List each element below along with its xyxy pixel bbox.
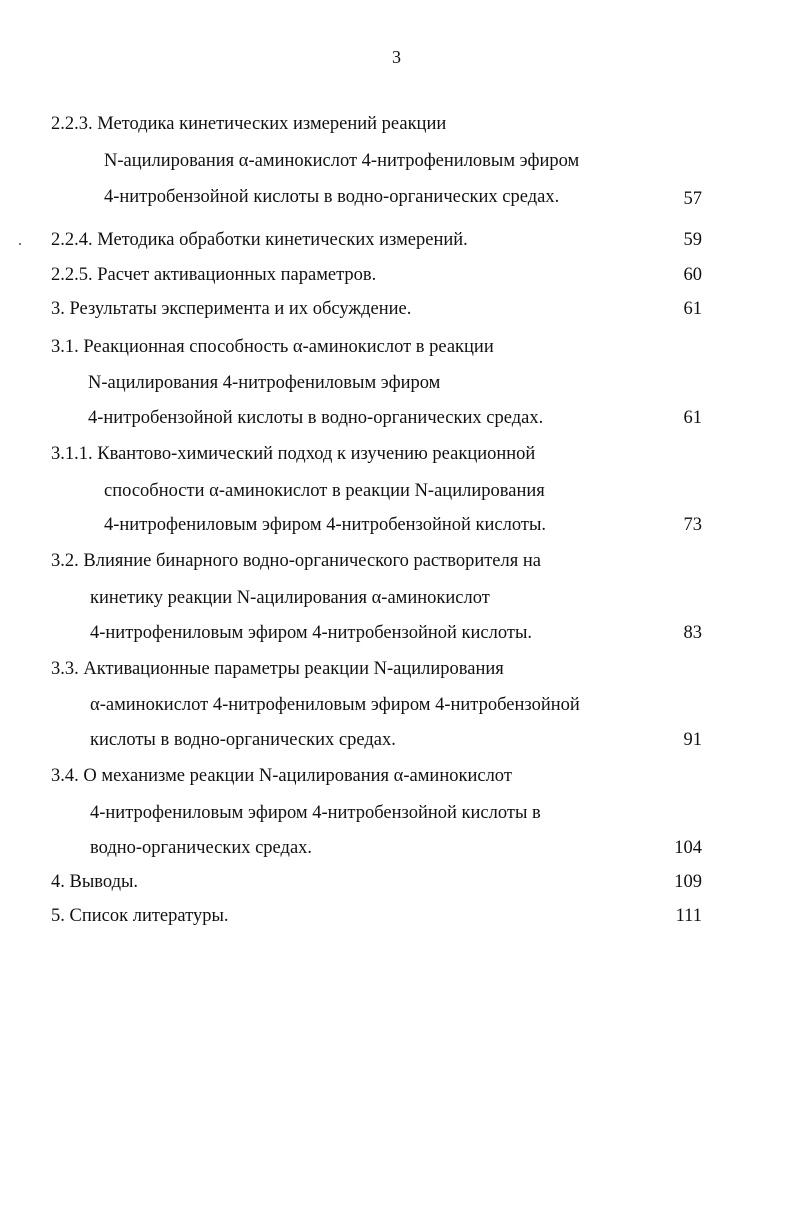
toc-page-3: 61 [683,299,702,319]
page-number: 3 [392,47,401,67]
toc-entry-2-2-5: 2.2.5. Расчет активационных параметров. [51,265,377,285]
scan-speck [19,243,21,245]
toc-page-3-1: 61 [683,408,702,428]
toc-entry-3-1-line-3: 4-нитробензойной кислоты в водно-органических средах. [88,408,544,428]
toc-page-3-3: 91 [683,730,702,750]
toc-entry-2-2-3-line-1: 2.2.3. Методика кинетических измерений реакции [51,114,447,134]
toc-entry-2-2-3-line-3: 4-нитробензойной кислоты в водно-органических средах. [104,187,560,207]
toc-page-3-2: 83 [683,623,702,643]
toc-entry-2-2-3-line-2: N-ацилирования α-аминокислот 4-нитрофениловым эфиром [104,151,580,171]
toc-entry-3-2-line-2: кинетику реакции N-ацилирования α-аминокислот [90,588,490,608]
toc-page-4: 109 [674,872,702,892]
toc-page-5: 111 [675,906,702,926]
toc-page-2-2-3: 57 [683,189,702,209]
toc-entry-3-3-line-2: α-аминокислот 4-нитрофениловым эфиром 4-нитробензойной [90,695,580,715]
toc-entry-5: 5. Список литературы. [51,906,229,926]
toc-entry-3: 3. Результаты эксперимента и их обсуждение. [51,299,412,319]
toc-entry-3-3-line-1: 3.3. Активационные параметры реакции N-ацилирования [51,659,504,679]
toc-entry-3-1-1-line-3: 4-нитрофениловым эфиром 4-нитробензойной кислоты. [104,515,547,535]
toc-entry-3-2-line-3: 4-нитрофениловым эфиром 4-нитробензойной кислоты. [90,623,533,643]
toc-entry-3-4-line-2: 4-нитрофениловым эфиром 4-нитробензойной кислоты в [90,803,541,823]
toc-page-3-4: 104 [674,838,702,858]
toc-page-2-2-5: 60 [683,265,702,285]
toc-page-3-1-1: 73 [683,515,702,535]
toc-entry-4: 4. Выводы. [51,872,139,892]
toc-entry-3-3-line-3: кислоты в водно-органических средах. [90,730,396,750]
toc-entry-2-2-4: 2.2.4. Методика обработки кинетических измерений. [51,230,468,250]
toc-entry-3-1-1-line-2: способности α-аминокислот в реакции N-ацилирования [104,481,545,501]
toc-entry-3-1-line-2: N-ацилирования 4-нитрофениловым эфиром [88,373,441,393]
toc-entry-3-2-line-1: 3.2. Влияние бинарного водно-органического растворителя на [51,551,541,571]
toc-entry-3-1-line-1: 3.1. Реакционная способность α-аминокислот в реакции [51,337,494,357]
toc-entry-3-4-line-3: водно-органических средах. [90,838,313,858]
toc-page-2-2-4: 59 [683,230,702,250]
toc-entry-3-1-1-line-1: 3.1.1. Квантово-химический подход к изучению реакционной [51,444,536,464]
toc-entry-3-4-line-1: 3.4. О механизме реакции N-ацилирования α-аминокислот [51,766,512,786]
